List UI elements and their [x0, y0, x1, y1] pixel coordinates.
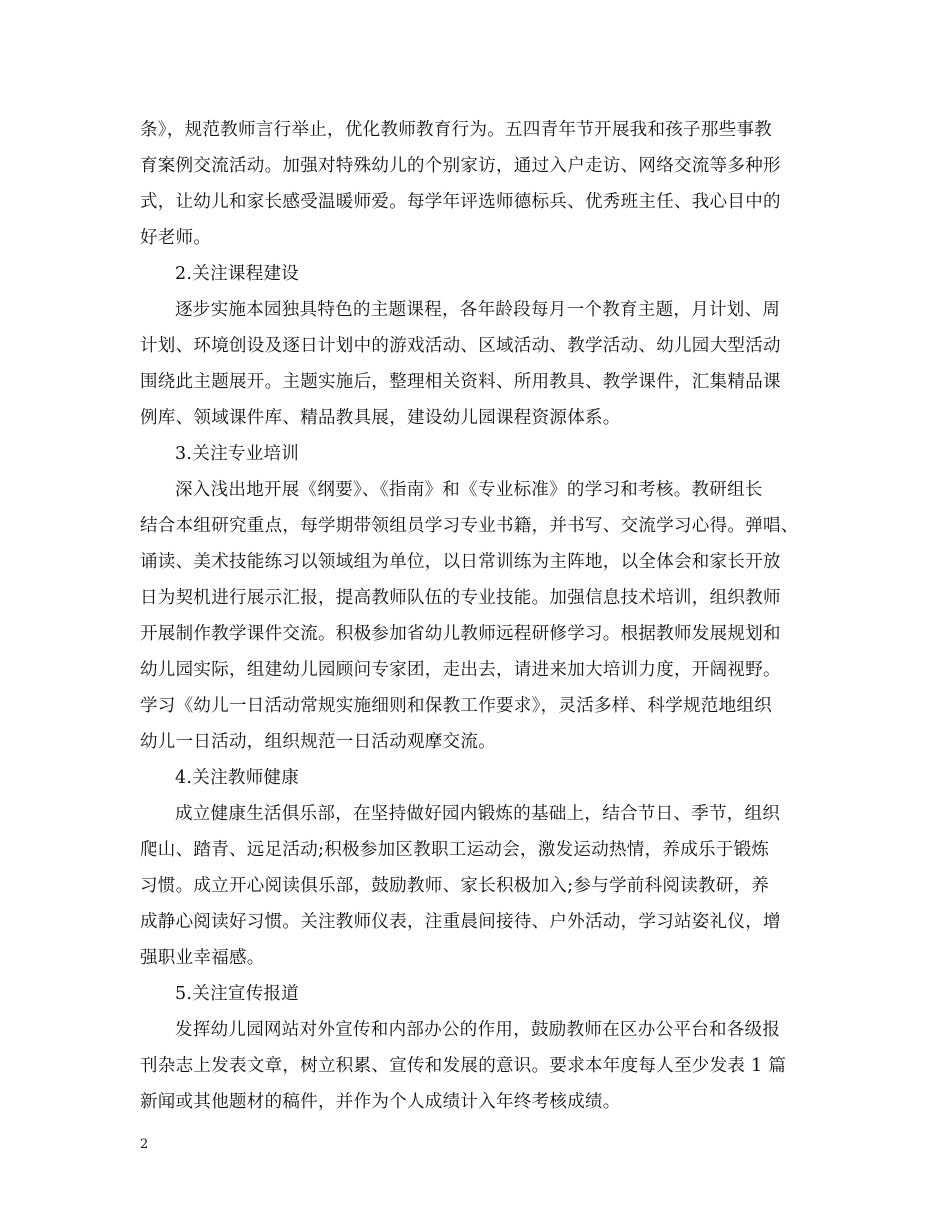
- text-line: 例库、领域课件库、精品教具展，建设幼儿园课程资源体系。: [140, 408, 621, 428]
- text-line: 幼儿一日活动，组织规范一日活动观摩交流。: [140, 732, 496, 752]
- text-line: 条》，规范教师言行举止，优化教师教育行为。五四青年节开展我和孩子那些事教: [140, 120, 773, 140]
- text-line: 2.关注课程建设: [175, 264, 300, 284]
- text-line: 开展制作教学课件交流。积极参加省幼儿教师远程研修学习。根据教师发展规划和: [140, 624, 781, 644]
- text-line: 深入浅出地开展《纲要》、《指南》和《专业标准》的学习和考核。教研组长: [175, 480, 763, 500]
- text-line: 发挥幼儿园网站对外宣传和内部办公的作用，鼓励教师在区办公平台和各级报: [175, 1020, 781, 1040]
- text-line: 结合本组研究重点，每学期带领组员学习专业书籍，并书写、交流学习心得。弹唱、: [140, 516, 799, 536]
- text-line: 强职业幸福感。: [140, 948, 265, 968]
- text-line: 围绕此主题展开。主题实施后，整理相关资料、所用教具、教学课件，汇集精品课: [140, 372, 781, 392]
- body-text: [140, 112, 820, 1120]
- text-line: 好老师。: [140, 228, 212, 248]
- text-line: 4.关注教师健康: [175, 768, 300, 788]
- text-line: 学习《幼儿一日活动常规实施细则和保教工作要求》，灵活多样、科学规范地组织: [140, 696, 773, 716]
- text-line: 刊杂志上发表文章，树立积累、宣传和发展的意识。要求本年度每人至少发表 1 篇: [140, 1056, 787, 1076]
- text-line: 习惯。成立开心阅读俱乐部，鼓励教师、家长积极加入;参与学前科阅读教研，养: [140, 876, 770, 896]
- text-line: 式，让幼儿和家长感受温暖师爱。每学年评选师德标兵、优秀班主任、我心目中的: [140, 192, 781, 212]
- text-line: 日为契机进行展示汇报，提高教师队伍的专业技能。加强信息技术培训，组织教师: [140, 588, 781, 608]
- text-line: 幼儿园实际，组建幼儿园顾问专家团，走出去，请进来加大培训力度，开阔视野。: [140, 660, 781, 680]
- text-line: 成静心阅读好习惯。关注教师仪表，注重晨间接待、户外活动，学习站姿礼仪，增: [140, 912, 781, 932]
- text-line: 育案例交流活动。加强对特殊幼儿的个别家访，通过入户走访、网络交流等多种形: [140, 156, 781, 176]
- text-line: 逐步实施本园独具特色的主题课程，各年龄段每月一个教育主题，月计划、周: [175, 300, 781, 320]
- text-line: 爬山、踏青、远足活动;积极参加区教职工运动会，激发运动热情，养成乐于锻炼: [140, 840, 770, 860]
- page-number: 2: [140, 1137, 149, 1152]
- text-line: 诵读、美术技能练习以领域组为单位，以日常训练为主阵地，以全体会和家长开放: [140, 552, 781, 572]
- text-line: 新闻或其他题材的稿件，并作为个人成绩计入年终考核成绩。: [140, 1092, 621, 1112]
- text-line: 计划、环境创设及逐日计划中的游戏活动、区域活动、教学活动、幼儿园大型活动: [140, 336, 781, 356]
- text-line: 3.关注专业培训: [175, 444, 300, 464]
- text-line: 5.关注宣传报道: [175, 984, 300, 1004]
- text-line: 成立健康生活俱乐部，在坚持做好园内锻炼的基础上，结合节日、季节，组织: [175, 804, 781, 824]
